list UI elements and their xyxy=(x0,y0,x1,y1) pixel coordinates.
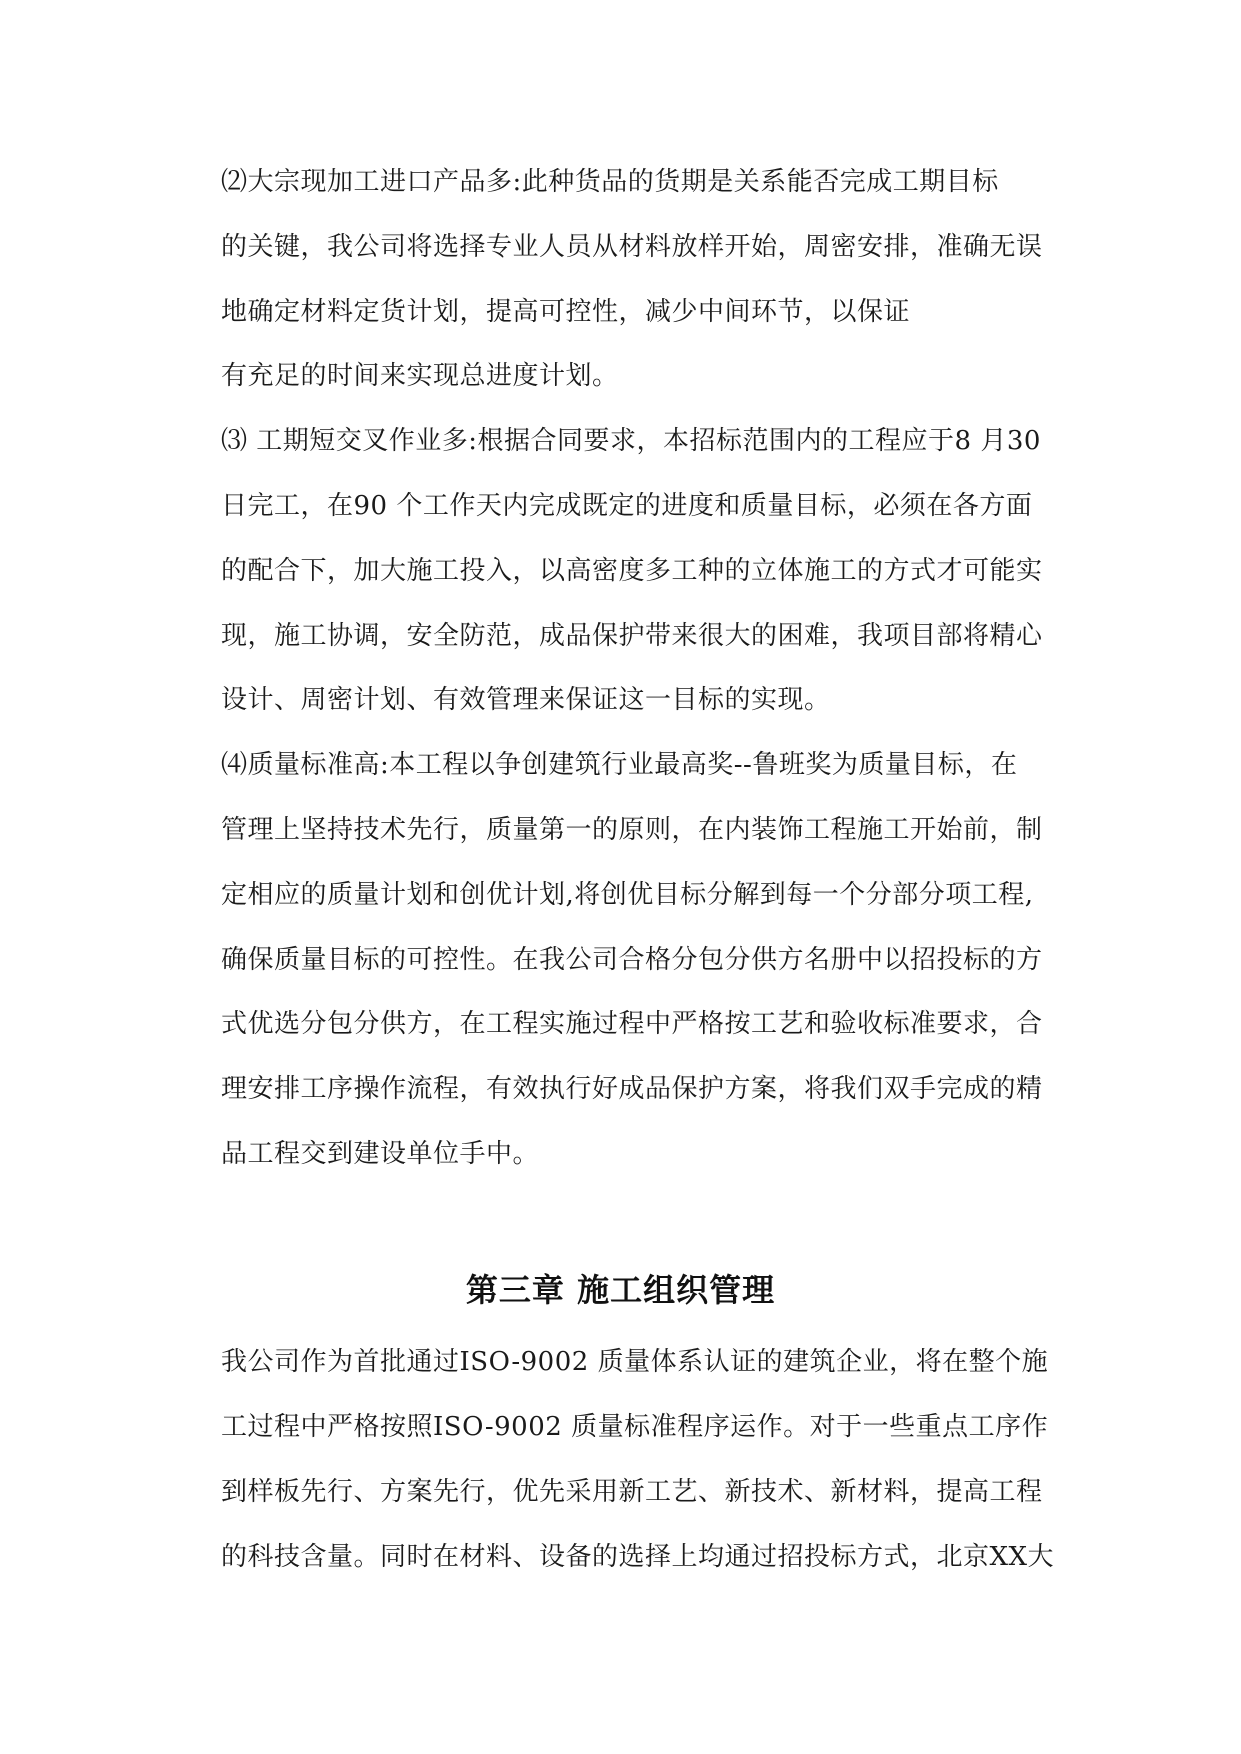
text-line: 式优选分包分供方，在工程实施过程中严格按工艺和验收标准要求，合 xyxy=(221,1009,1043,1039)
text-line: 有充足的时间来实现总进度计划。 xyxy=(221,361,619,391)
text-line: 品工程交到建设单位手中。 xyxy=(221,1139,540,1169)
chapter-title: 第三章 施工组织管理 xyxy=(465,1271,776,1309)
text-line: 的关键，我公司将选择专业人员从材料放样开始，周密安排，准确无误 xyxy=(221,232,1043,262)
text-line: 设计、周密计划、有效管理来保证这一目标的实现。 xyxy=(221,685,831,715)
text-line: 到样板先行、方案先行，优先采用新工艺、新技术、新材料，提高工程 xyxy=(221,1477,1043,1507)
text-line: 的配合下，加大施工投入，以高密度多工种的立体施工的方式才可能实 xyxy=(221,556,1043,586)
text-line: 的科技含量。同时在材料、设备的选择上均通过招投标方式，北京XX大 xyxy=(221,1542,1055,1572)
text-line: ⑷质量标准高:本工程以争创建筑行业最高奖--鲁班奖为质量目标，在 xyxy=(221,750,1018,780)
text-line: 地确定材料定货计划，提高可控性，减少中间环节，以保证 xyxy=(221,297,911,327)
text-line: 我公司作为首批通过ISO-9002 质量体系认证的建筑企业，将在整个施 xyxy=(221,1347,1049,1377)
text-line: 现，施工协调，安全防范，成品保护带来很大的困难，我项目部将精心 xyxy=(221,621,1043,651)
text-line: 工过程中严格按照ISO-9002 质量标准程序运作。对于一些重点工序作 xyxy=(221,1412,1049,1442)
text-line: 日完工，在90 个工作天内完成既定的进度和质量目标，必须在各方面 xyxy=(221,491,1033,521)
text-line: 理安排工序操作流程，有效执行好成品保护方案，将我们双手完成的精 xyxy=(221,1074,1043,1104)
text-line: ⑵大宗现加工进口产品多:此种货品的货期是关系能否完成工期目标 xyxy=(221,167,999,197)
text-line: 确保质量目标的可控性。在我公司合格分包分供方名册中以招投标的方 xyxy=(221,945,1043,975)
text-line: 定相应的质量计划和创优计划,将创优目标分解到每一个分部分项工程, xyxy=(221,880,1034,910)
text-line: 管理上坚持技术先行，质量第一的原则，在内装饰工程施工开始前，制 xyxy=(221,815,1043,845)
text-line: ⑶ 工期短交叉作业多:根据合同要求，本招标范围内的工程应于8 月30 xyxy=(221,426,1041,456)
